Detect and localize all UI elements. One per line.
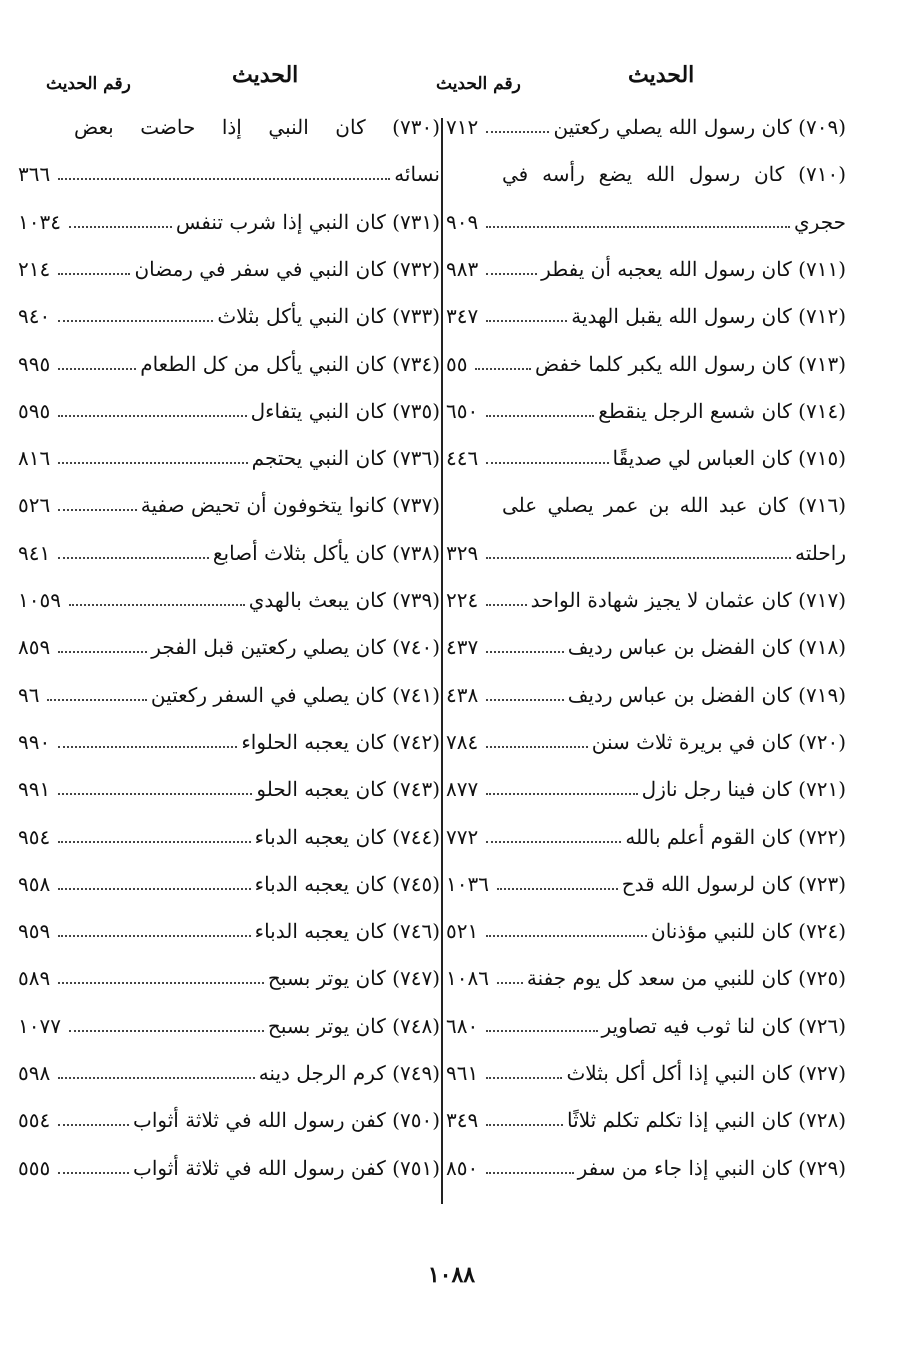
entry-number: ٩٦١ bbox=[446, 1061, 479, 1085]
index-entry bbox=[18, 394, 440, 428]
entry-text: (٧١٣) كان رسول الله يكبر كلما خفض bbox=[534, 351, 846, 376]
entry-text: (٧٢٥) كان للنبي من سعد كل يوم جفنة bbox=[526, 966, 846, 991]
entry-number: ٦٨٠ bbox=[446, 1013, 479, 1038]
index-entry bbox=[446, 110, 846, 144]
entry-number: ٨٧٧ bbox=[446, 777, 479, 802]
dot-leader bbox=[58, 320, 213, 322]
entry-number: ٩٠٩ bbox=[446, 209, 479, 234]
entry-text: (٧٤٤) كان يعجبه الدباء bbox=[254, 824, 440, 849]
entry-text: (٧١٧) كان عثمان لا يجيز شهادة الواحد bbox=[530, 588, 846, 612]
dot-leader bbox=[58, 746, 237, 748]
entry-number: ١٠٥٩ bbox=[18, 588, 61, 612]
entry-number: ٥٢١ bbox=[446, 919, 479, 944]
dot-leader bbox=[69, 1030, 264, 1032]
entry-text: (٧٣٤) كان النبي يأكل من كل الطعام bbox=[140, 351, 440, 376]
entry-number: ١٠٧٧ bbox=[18, 1013, 61, 1038]
index-entry bbox=[446, 1103, 846, 1137]
entry-text: (٧٢٠) كان في بريرة ثلاث سنن bbox=[591, 729, 846, 754]
entry-text: (٧٣٩) كان يبعث بالهدي bbox=[248, 588, 440, 612]
entry-text: (٧٤٩) كرم الرجل دينه bbox=[258, 1061, 440, 1085]
dot-leader bbox=[58, 888, 250, 890]
dot-leader bbox=[486, 320, 567, 322]
dot-leader bbox=[58, 841, 250, 843]
entry-number: ٨١٦ bbox=[18, 446, 51, 471]
entry-text: (٧١٠) كان رسول الله يضع رأسه في bbox=[502, 162, 846, 187]
index-entry bbox=[446, 1151, 846, 1185]
index-entry bbox=[18, 1103, 440, 1137]
entry-text: (٧٢٢) كان القوم أعلم بالله bbox=[625, 824, 846, 849]
index-entry bbox=[446, 488, 846, 522]
entry-number: ١٠٣٤ bbox=[18, 209, 61, 234]
dot-leader bbox=[58, 557, 209, 559]
entry-number: ٩٥٤ bbox=[18, 824, 51, 849]
entry-number: ٩٥٨ bbox=[18, 871, 51, 896]
left-column-number-label: رقم الحديث bbox=[46, 74, 131, 94]
dot-leader bbox=[497, 888, 618, 890]
entry-number: ٩٩٠ bbox=[18, 729, 51, 754]
entry-text: (٧١٥) كان العباس لي صديقًا bbox=[612, 446, 846, 471]
entry-number: ٨٥٠ bbox=[446, 1155, 479, 1180]
entry-text: (٧٣٠) كان النبي إذا حاضت بعض bbox=[74, 115, 440, 139]
entry-text: (٧٣٧) كانوا يتخوفون أن تحيض صفية bbox=[140, 493, 440, 518]
entry-number: ٧٧٢ bbox=[446, 824, 479, 849]
entry-number: ٤٤٦ bbox=[446, 446, 479, 471]
entry-text: (٧٤٥) كان يعجبه الدباء bbox=[254, 871, 440, 896]
entry-text: (٧٤٣) كان يعجبه الحلو bbox=[256, 777, 440, 802]
index-entry bbox=[446, 583, 846, 617]
entry-text: (٧٢٣) كان لرسول الله قدح bbox=[621, 871, 846, 896]
index-entry bbox=[18, 820, 440, 854]
entry-number: ٥٩٥ bbox=[18, 398, 51, 423]
entry-text: (٧٢٧) كان النبي إذا أكل أكل بثلاث bbox=[566, 1061, 846, 1085]
dot-leader bbox=[486, 1077, 562, 1079]
entry-number: ١٠٣٦ bbox=[446, 871, 489, 896]
entry-number: ٩٨٣ bbox=[446, 256, 479, 281]
entry-number: ٢١٤ bbox=[18, 256, 51, 281]
entry-text: (٧٤٨) كان يوتر بسبح bbox=[267, 1013, 440, 1038]
column-divider bbox=[441, 118, 443, 1204]
entry-text: (٧٤٠) كان يصلي ركعتين قبل الفجر bbox=[151, 635, 440, 660]
page-number: ١٠٨٨ bbox=[427, 1262, 476, 1288]
entry-number: ١٠٨٦ bbox=[446, 966, 489, 991]
index-entry bbox=[18, 583, 440, 617]
index-entry bbox=[446, 347, 846, 381]
entry-number: ٧٨٤ bbox=[446, 729, 479, 754]
entry-number: ٣٢٩ bbox=[446, 540, 479, 565]
index-entry bbox=[18, 961, 440, 995]
index-entry bbox=[18, 299, 440, 333]
dot-leader bbox=[58, 462, 247, 464]
index-entry bbox=[18, 205, 440, 239]
dot-leader bbox=[486, 746, 588, 748]
index-entry bbox=[446, 725, 846, 759]
dot-leader bbox=[58, 1172, 129, 1174]
entry-text: (٧٣٥) كان النبي يتفاءل bbox=[250, 398, 440, 423]
index-entry bbox=[18, 630, 440, 664]
entry-number: ٥٢٦ bbox=[18, 493, 51, 518]
entry-text: (٧٤٦) كان يعجبه الدباء bbox=[254, 919, 440, 944]
index-entry bbox=[18, 678, 440, 712]
entry-text: (٧٢٦) كان لنا ثوب فيه تصاوير bbox=[601, 1013, 846, 1038]
entry-text: (٧١١) كان رسول الله يعجبه أن يفطر bbox=[541, 256, 846, 281]
dot-leader bbox=[69, 226, 172, 228]
entry-text: (٧٥١) كفن رسول الله في ثلاثة أثواب bbox=[133, 1155, 440, 1180]
entry-text: حجري bbox=[794, 209, 846, 234]
dot-leader bbox=[486, 226, 790, 228]
index-entry bbox=[18, 914, 440, 948]
entry-text: (٧١٩) كان الفضل بن عباس رديف bbox=[567, 682, 846, 707]
index-entry bbox=[18, 347, 440, 381]
dot-leader bbox=[486, 841, 621, 843]
dot-leader bbox=[486, 651, 563, 653]
index-entry bbox=[18, 867, 440, 901]
index-entry bbox=[18, 1009, 440, 1043]
index-entry bbox=[18, 252, 440, 286]
entry-number: ٤٣٨ bbox=[446, 682, 479, 707]
entry-number: ٣٦٦ bbox=[18, 162, 51, 187]
dot-leader bbox=[58, 368, 136, 370]
entry-text: (٧٤٢) كان يعجبه الحلواء bbox=[241, 729, 440, 754]
entry-number: ٨٥٩ bbox=[18, 635, 51, 660]
dot-leader bbox=[58, 982, 264, 984]
index-entry bbox=[446, 394, 846, 428]
entry-text: (٧٣٨) كان يأكل بثلاث أصابع bbox=[212, 540, 440, 565]
dot-leader bbox=[58, 1124, 129, 1126]
dot-leader bbox=[47, 699, 146, 701]
index-entry bbox=[446, 536, 846, 570]
right-column-number-label: رقم الحديث bbox=[436, 74, 521, 94]
entry-text: (٧٢٨) كان النبي إذا تكلم تكلم ثلاثًا bbox=[567, 1108, 846, 1133]
entry-number: ٥٥ bbox=[446, 351, 468, 376]
entry-text: (٧٥٠) كفن رسول الله في ثلاثة أثواب bbox=[133, 1108, 440, 1133]
index-entry bbox=[446, 678, 846, 712]
index-entry bbox=[18, 488, 440, 522]
index-entry bbox=[446, 772, 846, 806]
dot-leader bbox=[486, 1172, 573, 1174]
index-entry bbox=[446, 441, 846, 475]
index-entry bbox=[18, 536, 440, 570]
entry-text: (٧١٦) كان عبد الله بن عمر يصلي على bbox=[502, 493, 846, 518]
index-entry bbox=[446, 914, 846, 948]
entry-number: ٩٥٩ bbox=[18, 919, 51, 944]
dot-leader bbox=[58, 273, 130, 275]
index-entry bbox=[446, 205, 846, 239]
entry-text: (٧١٨) كان الفضل بن عباس رديف bbox=[567, 635, 846, 660]
dot-leader bbox=[486, 557, 791, 559]
entry-text: (٧٣٦) كان النبي يحتجم bbox=[251, 446, 440, 471]
dot-leader bbox=[58, 1077, 254, 1079]
index-entry bbox=[18, 725, 440, 759]
dot-leader bbox=[497, 982, 523, 984]
index-entry bbox=[446, 867, 846, 901]
index-entry bbox=[18, 1056, 440, 1090]
entry-text: (٧٣٣) كان النبي يأكل بثلاث bbox=[217, 304, 440, 329]
entry-number: ٥٥٤ bbox=[18, 1108, 51, 1133]
index-entry bbox=[446, 157, 846, 191]
entry-text: (٧٤٧) كان يوتر بسبح bbox=[267, 966, 440, 991]
dot-leader bbox=[58, 178, 390, 180]
index-entry bbox=[18, 1151, 440, 1185]
dot-leader bbox=[58, 509, 137, 511]
right-column-title: الحديث bbox=[628, 62, 695, 88]
entry-number: ٩٤٠ bbox=[18, 304, 51, 329]
entry-number: ٩٩١ bbox=[18, 777, 51, 802]
dot-leader bbox=[486, 462, 608, 464]
dot-leader bbox=[486, 793, 637, 795]
dot-leader bbox=[475, 368, 530, 370]
entry-number: ٢٢٤ bbox=[446, 588, 479, 612]
index-entry bbox=[446, 299, 846, 333]
entry-number: ٦٥٠ bbox=[446, 398, 479, 423]
entry-number: ٣٤٧ bbox=[446, 304, 479, 329]
left-column-title: الحديث bbox=[232, 62, 299, 88]
dot-leader bbox=[486, 699, 563, 701]
entry-number: ٥٩٨ bbox=[18, 1061, 51, 1085]
entry-number: ٩٦ bbox=[18, 682, 40, 707]
dot-leader bbox=[486, 273, 537, 275]
entry-text: (٧٠٩) كان رسول الله يصلي ركعتين bbox=[553, 115, 846, 139]
dot-leader bbox=[486, 131, 549, 133]
entry-number: ٥٨٩ bbox=[18, 966, 51, 991]
entry-number: ٩٤١ bbox=[18, 540, 51, 565]
entry-text: راحلته bbox=[795, 540, 846, 565]
index-entry bbox=[446, 252, 846, 286]
entry-number: ٣٤٩ bbox=[446, 1108, 479, 1133]
index-entry bbox=[18, 772, 440, 806]
dot-leader bbox=[486, 935, 647, 937]
right-column bbox=[446, 0, 846, 1366]
dot-leader bbox=[58, 415, 246, 417]
entry-number: ٥٥٥ bbox=[18, 1155, 51, 1180]
dot-leader bbox=[58, 651, 147, 653]
entry-number: ٧١٢ bbox=[446, 115, 479, 139]
dot-leader bbox=[69, 604, 245, 606]
index-entry bbox=[446, 630, 846, 664]
entry-number: ٤٣٧ bbox=[446, 635, 479, 660]
index-entry bbox=[18, 110, 440, 144]
entry-text: (٧٤١) كان يصلي في السفر ركعتين bbox=[150, 682, 440, 707]
entry-text: (٧٣٢) كان النبي في سفر في رمضان bbox=[134, 256, 440, 281]
entry-text: (٧١٤) كان شسع الرجل ينقطع bbox=[598, 398, 846, 423]
dot-leader bbox=[486, 415, 594, 417]
entry-text: (٧٢١) كان فينا رجل نازل bbox=[641, 777, 846, 802]
dot-leader bbox=[486, 1124, 563, 1126]
dot-leader bbox=[486, 604, 526, 606]
entry-text: نسائه bbox=[394, 162, 440, 187]
dot-leader bbox=[58, 793, 252, 795]
dot-leader bbox=[58, 935, 250, 937]
entry-text: (٧٢٩) كان النبي إذا جاء من سفر bbox=[577, 1155, 846, 1180]
index-entry bbox=[446, 820, 846, 854]
dot-leader bbox=[486, 1030, 597, 1032]
index-entry bbox=[446, 1009, 846, 1043]
left-column bbox=[18, 0, 440, 1366]
index-entry bbox=[18, 441, 440, 475]
index-entry bbox=[446, 1056, 846, 1090]
entry-text: (٧١٢) كان رسول الله يقبل الهدية bbox=[571, 304, 846, 329]
entry-text: (٧٢٤) كان للنبي مؤذنان bbox=[651, 919, 846, 944]
entry-text: (٧٣١) كان النبي إذا شرب تنفس bbox=[175, 209, 440, 234]
index-entry bbox=[446, 961, 846, 995]
entry-number: ٩٩٥ bbox=[18, 351, 51, 376]
index-entry bbox=[18, 157, 440, 191]
